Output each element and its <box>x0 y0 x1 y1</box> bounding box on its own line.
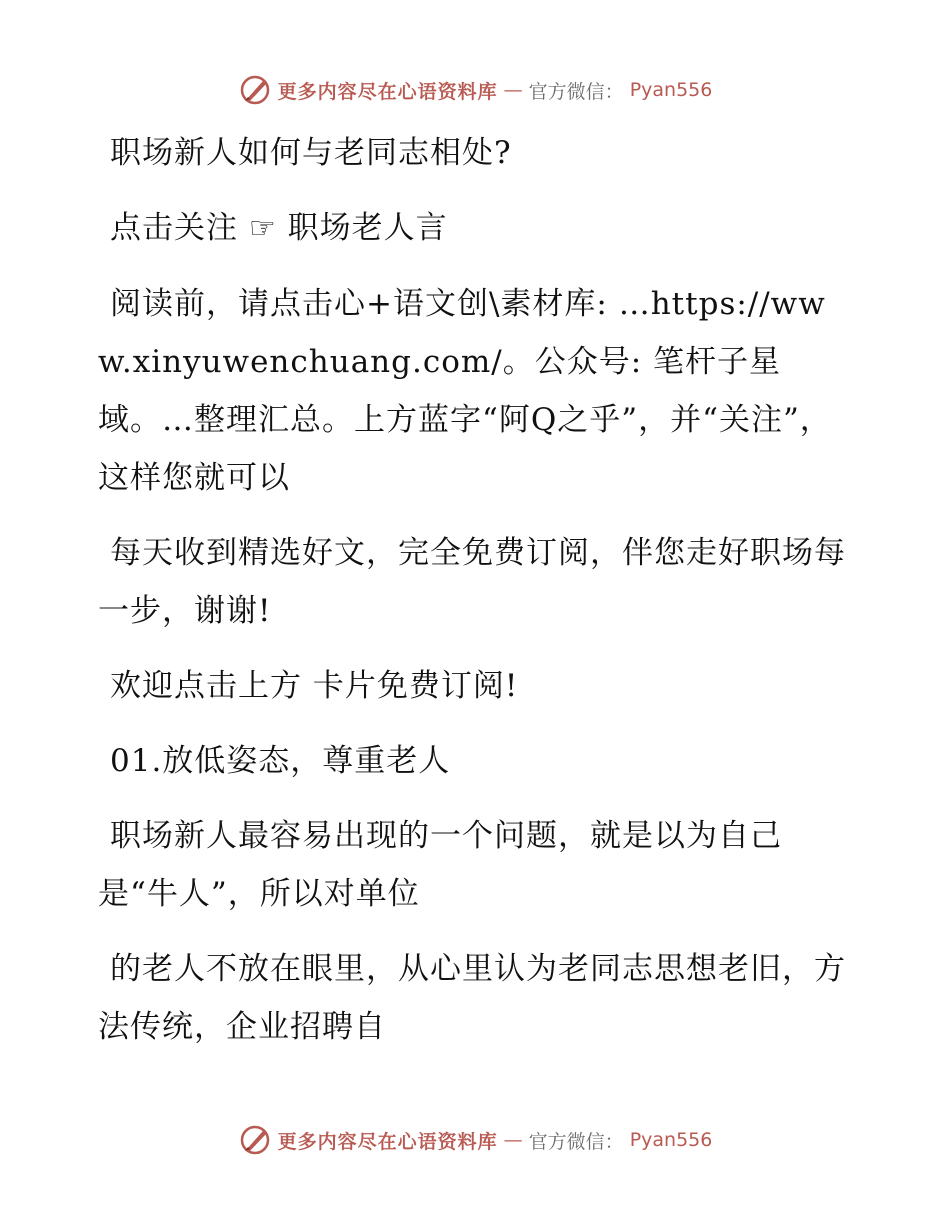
footer-banner <box>0 1120 950 1160</box>
section-heading: 01.放低姿态，尊重老人 <box>110 743 451 779</box>
paragraph-intro: 阅读前，请点击心+语文创\素材库: …https://www.xinyuwenchuang.com/。公众号: 笔杆子星域。…整理汇总。上方蓝字“阿Q之乎”，并“关注”，这样您就可以 <box>98 286 832 496</box>
paragraph-body-2: 的老人不放在眼里，从心里认为老同志思想老旧，方法传统，企业招聘自 <box>98 951 846 1045</box>
header-banner <box>0 70 950 110</box>
document-body <box>98 124 850 1073</box>
banner-title: 更多内容尽在心语资料库 <box>277 1130 498 1153</box>
follow-line: 点击关注 ☞ 职场老人言 <box>110 210 448 246</box>
document-title: 职场新人如何与老同志相处? <box>110 135 512 171</box>
pointing-hand-icon: ☞ <box>248 211 277 246</box>
banner-separator: — <box>503 1129 523 1151</box>
banner-wechat-label: 官方微信： <box>528 1130 624 1153</box>
paragraph-body-1: 职场新人最容易出现的一个问题，就是以为自己是“牛人”，所以对单位 <box>98 818 782 912</box>
paragraph-welcome: 欢迎点击上方 卡片免费订阅! <box>110 668 519 704</box>
banner-separator: — <box>503 79 523 101</box>
paragraph-subscribe: 每天收到精选好文，完全免费订阅，伴您走好职场每一步，谢谢! <box>98 535 846 629</box>
banner-wechat-id: Pyan556 <box>629 79 713 101</box>
quill-pen-logo-icon <box>238 1123 272 1157</box>
quill-pen-logo-icon <box>238 73 272 107</box>
banner-wechat-id: Pyan556 <box>629 1129 713 1151</box>
banner-title: 更多内容尽在心语资料库 <box>277 80 498 103</box>
banner-wechat-label: 官方微信： <box>528 80 624 103</box>
